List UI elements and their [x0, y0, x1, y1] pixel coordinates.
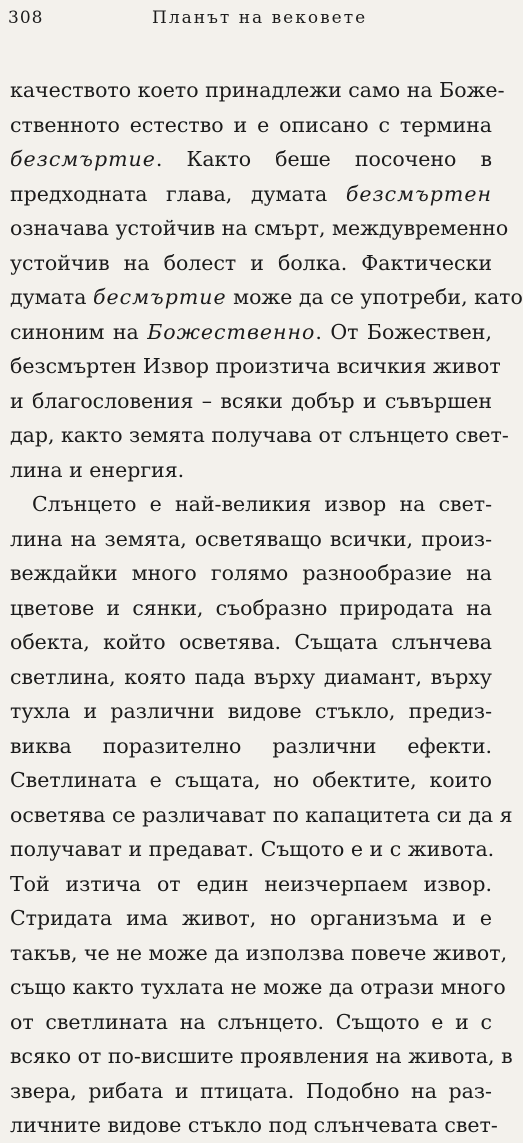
text-line [10, 280, 523, 315]
text-segment: качеството което принадлежи само на Боже- [10, 78, 505, 102]
text-segment: ственното естество и е описано с термина [10, 112, 492, 137]
text-line [10, 487, 492, 522]
text-line [10, 901, 492, 936]
text-line [10, 73, 505, 108]
text-segment: осветява се различават по капацитета си да я [10, 802, 513, 827]
text-line [10, 556, 492, 591]
text-line [10, 142, 492, 177]
text-segment: личните видове стъкло под слънчевата свет- [10, 1113, 498, 1137]
text-line [10, 867, 492, 902]
text-segment: звера, рибата и птицата. Подобно на раз- [10, 1078, 492, 1103]
text-segment: също както тухлата не може да отрази много [10, 975, 506, 999]
text-segment: такъв, че не може да използва повече живот, [10, 940, 508, 965]
text-segment: Той изтича от един неизчерпаем извор. [10, 871, 492, 896]
emphasized-term: безсмъртен [345, 181, 492, 206]
text-segment: веждайки много голямо разнообразие на [10, 561, 492, 585]
text-segment: лина на земята, осветяващо всички, произ- [10, 526, 492, 551]
text-segment: може да се употреби, като [226, 285, 523, 309]
text-line [10, 1108, 498, 1143]
text-line [10, 625, 492, 660]
text-line [10, 1005, 492, 1040]
text-segment: означава устойчив на смърт, междувременно [10, 216, 509, 240]
text-segment: обекта, който осветява. Същата слънчева [10, 630, 492, 654]
text-segment: устойчив на болест и болка. Фактически [10, 250, 492, 275]
text-line [10, 1039, 513, 1074]
text-line [10, 798, 513, 833]
text-line [10, 970, 506, 1005]
text-segment: Светлината е същата, но обектите, които [10, 768, 492, 792]
text-line [10, 418, 509, 453]
text-segment: и благословения – всяки добър и съвършен [10, 388, 492, 413]
text-line [10, 522, 492, 557]
emphasized-term: безсмъртие [10, 147, 156, 171]
body-text [10, 73, 523, 1143]
text-segment: безсмъртен Извор произтича всичкия живот [10, 354, 501, 378]
text-line [10, 729, 492, 764]
text-line [10, 211, 509, 246]
text-line [10, 108, 492, 143]
text-segment: от светлината на слънцето. Същото е и с [10, 1009, 492, 1034]
text-line [10, 246, 492, 281]
text-segment: тухла и различни видове стъкло, предиз- [10, 699, 492, 723]
text-segment: . Както беше посочено в [155, 147, 492, 171]
page-header [8, 8, 492, 32]
text-line [10, 763, 492, 798]
text-segment: лина и енергия. [10, 457, 185, 482]
text-line [10, 660, 492, 695]
text-segment: светлина, която пада върху диамант, върху [10, 664, 492, 689]
text-segment: предходната глава, думата [10, 181, 346, 206]
emphasized-term: бесмъртие [92, 285, 227, 309]
text-segment: думата [10, 285, 93, 309]
emphasized-term: Божественно [147, 319, 316, 344]
text-line [10, 384, 492, 419]
text-segment: Слънцето е най-великия извор на свет- [32, 492, 492, 516]
running-title: Планът на вековете [152, 8, 368, 28]
text-line [10, 315, 492, 350]
text-segment: цветове и сянки, съобразно природата на [10, 595, 492, 620]
text-segment: всяко от по-висшите проявления на живота, в [10, 1044, 513, 1068]
text-line [10, 453, 492, 488]
text-line [10, 177, 492, 212]
text-line [10, 694, 492, 729]
text-segment: дар, както земята получава от слънцето свет- [10, 423, 509, 447]
text-line [10, 1074, 492, 1109]
text-segment: Стридата има живот, но организъма и е [10, 906, 492, 930]
text-segment: виква поразително различни ефекти. [10, 733, 492, 758]
text-line [10, 349, 501, 384]
page-number: 308 [8, 8, 44, 28]
text-line [10, 591, 492, 626]
text-line [10, 832, 495, 867]
text-line [10, 936, 508, 971]
text-segment: получават и предават. Същото е и с живота. [10, 837, 495, 861]
text-segment: синоним на [10, 319, 148, 344]
text-segment: . От Божествен, [315, 319, 492, 344]
